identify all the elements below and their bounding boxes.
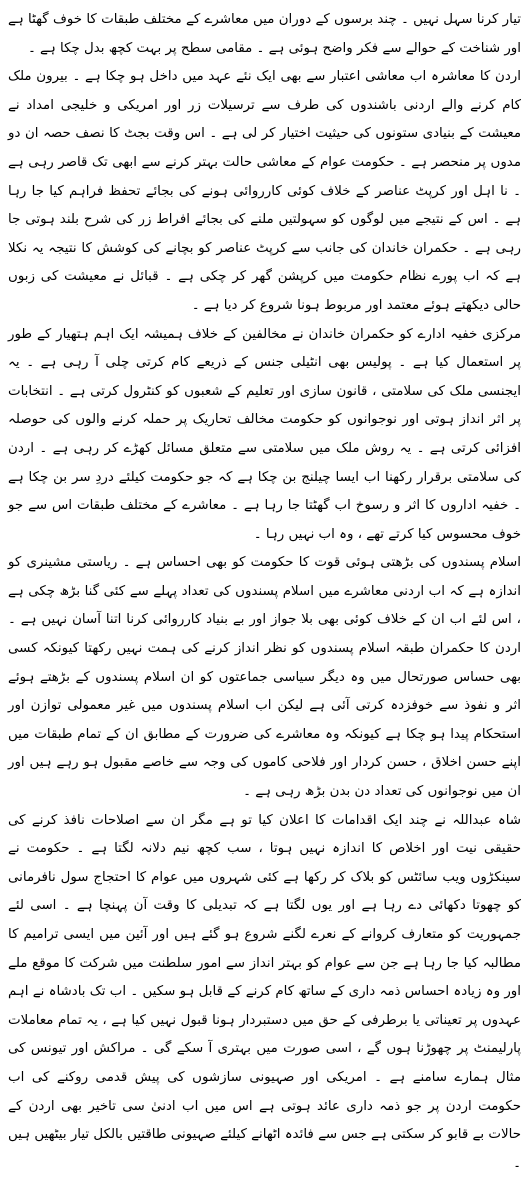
paragraph: شاہ عبداللہ نے چند ایک اقدامات کا اعلان کیا تو ہے مگر ان سے اصلاحات نافذ کرنے کی حقیقی نیت اور اخلاص کا اندازہ نہیں ہوتا ، سب کچھ نیم دلانہ لگتا ہے ۔ حکومت نے سینکڑوں ویب سائٹس کو بلاک کر رکھا ہے کئی شہروں میں عوام کا احتجاج سول نافرمانی کو چھوتا دکھائی دے رہا ہے اور یوں لگتا ہے کہ تبدیلی کا وقت آن پہنچا ہے ۔ اسی لئے جمہوریت کو متعارف کروانے کے نعرے لگنے شروع ہو گئے ہیں اور آئین میں ایسی ترامیم کا مطالبہ کیا جا رہا ہے جن سے عوام کو بہتر انداز سے امور سلطنت میں شرکت کا موقع ملے اور وہ زیادہ احساس ذمہ داری کے ساتھ کام کرنے کے قابل ہو سکیں ۔ اب تک بادشاہ نے اہم عہدوں پر تعیناتی یا برطرفی کے حق میں دستبردار ہونا قبول نہیں کیا ہے ، یہ تمام معاملات پارلیمنٹ پر چھوڑنا ہوں گے ، اسی صورت میں بہتری آ سکے گی ۔ مراکش اور تیونس کی مثال ہمارے سامنے ہے ۔ امریکی اور صہیونی سازشوں کی پیش قدمی روکنے کی اب حکومت اردن پر جو ذمہ داری عائد ہوتی ہے اس میں اب ادنیٰ سی تاخیر بھی اردن کے حالات بے قابو کر سکتی ہے جس سے فائدہ اٹھانے کیلئے صہیونی طاقتیں بالکل تیار بیٹھیں ہیں ۔ xyxy=(8,812,521,1171)
paragraph: اردن کا معاشرہ اب معاشی اعتبار سے بھی ایک نئے عہد میں داخل ہو چکا ہے ۔ بیرون ملک کام کرنے والے اردنی باشندوں کی طرف سے ترسیلات زر اور امریکی و خلیجی امداد نے معیشت کے بنیادی ستونوں کی حیثیت اختیار کر لی ہے ۔ اس وقت بجٹ کا نصف حصہ ان دو مدوں پر منحصر ہے ۔ حکومت عوام کے معاشی حالت بہتر کرنے سے ابھی تک قاصر رہی ہے ۔ نا اہل اور کرپٹ عناصر کے خلاف کوئی کارروائی ہونے کی بجائے تحفظ فراہم کیا جا رہا ہے ۔ اس کے نتیجے میں لوگوں کو سہولتیں ملنے کی بجائے افراط زر کی شرح بلند ہوتی جا رہی ہے ۔ حکمران خاندان کی جانب سے کرپٹ عناصر کو بچانے کی کوشش کا نتیجہ یہ نکلا ہے کہ اب پورے نظام حکومت میں کرپشن گھر کر چکی ہے ۔ قبائل نے معیشت کی زبوں حالی دیکھتے ہوئے معتمد اور مربوط ہونا شروع کر دیا ہے ۔ xyxy=(8,69,521,313)
paragraph: اسلام پسندوں کی بڑھتی ہوئی قوت کا حکومت کو بھی احساس ہے ۔ ریاستی مشینری کو اندازہ ہے کہ اب اردنی معاشرے میں اسلام پسندوں کی تعداد پہلے سے کئی گنا بڑھ چکی ہے ، اس لئے اب ان کے خلاف کوئی بھی بلا جواز اور بے بنیاد کارروائی کرنا اتنا آسان نہیں ہے ۔ اردن کا حکمران طبقہ اسلام پسندوں کو نظر انداز کرنے کی ہمت نہیں رکھتا کیونکہ کسی بھی حساس صورتحال میں وہ دیگر سیاسی جماعتوں کو ان اسلام پسندوں کے بڑھتے ہوئے اثر و نفوذ سے خوفزدہ کرتی آئی ہے لیکن اب اسلام پسندوں میں غیر معمولی توازن اور استحکام پیدا ہو چکا ہے کیونکہ وہ معاشرے کی ضرورت کے مطابق ان کے تمام طبقات میں اپنے حسن اخلاق ، حسن کردار اور فلاحی کاموں کی وجہ سے خاصے مقبول ہو رہے ہیں اور ان میں نوجوانوں کی تعداد دن بدن بڑھ رہی ہے ۔ xyxy=(8,555,521,800)
paragraph: تیار کرنا سہل نہیں ۔ چند برسوں کے دوران میں معاشرے کے مختلف طبقات کا خوف گھٹا ہے اور شناخت کے حوالے سے فکر واضح ہوئی ہے ۔ مقامی سطح پر بہت کچھ بدل چکا ہے ۔ xyxy=(8,12,521,56)
paragraph: مرکزی خفیہ ادارے کو حکمران خاندان نے مخالفین کے خلاف ہمیشہ ایک اہم ہتھیار کے طور پر استعمال کیا ہے ۔ پولیس بھی انٹیلی جنس کے ذریعے کام کرتی چلی آ رہی ہے ۔ یہ ایجنسی ملک کی سلامتی ، قانون سازی اور تعلیم کے شعبوں کو کنٹرول کرتی ہے ۔ انتخابات پر اثر انداز ہوتی اور نوجوانوں کو حکومت مخالف تحاریک پر حملہ کرنے والوں کی حوصلہ افزائی کرتی ہے ۔ یہ روش ملک میں سلامتی سے متعلق مسائل کھڑے کر رہی ہے ۔ اردن کی سلامتی برقرار رکھنا اب ایسا چیلنج بن چکا ہے کہ جو حکومت کیلئے دردِ سر بن چکا ہے ۔ خفیہ اداروں کا اثر و رسوخ اب گھٹتا جا رہا ہے ۔ معاشرے کے مختلف طبقات اس سے جو خوف محسوس کیا کرتے تھے ، وہ اب نہیں رہا ۔ xyxy=(8,326,521,542)
